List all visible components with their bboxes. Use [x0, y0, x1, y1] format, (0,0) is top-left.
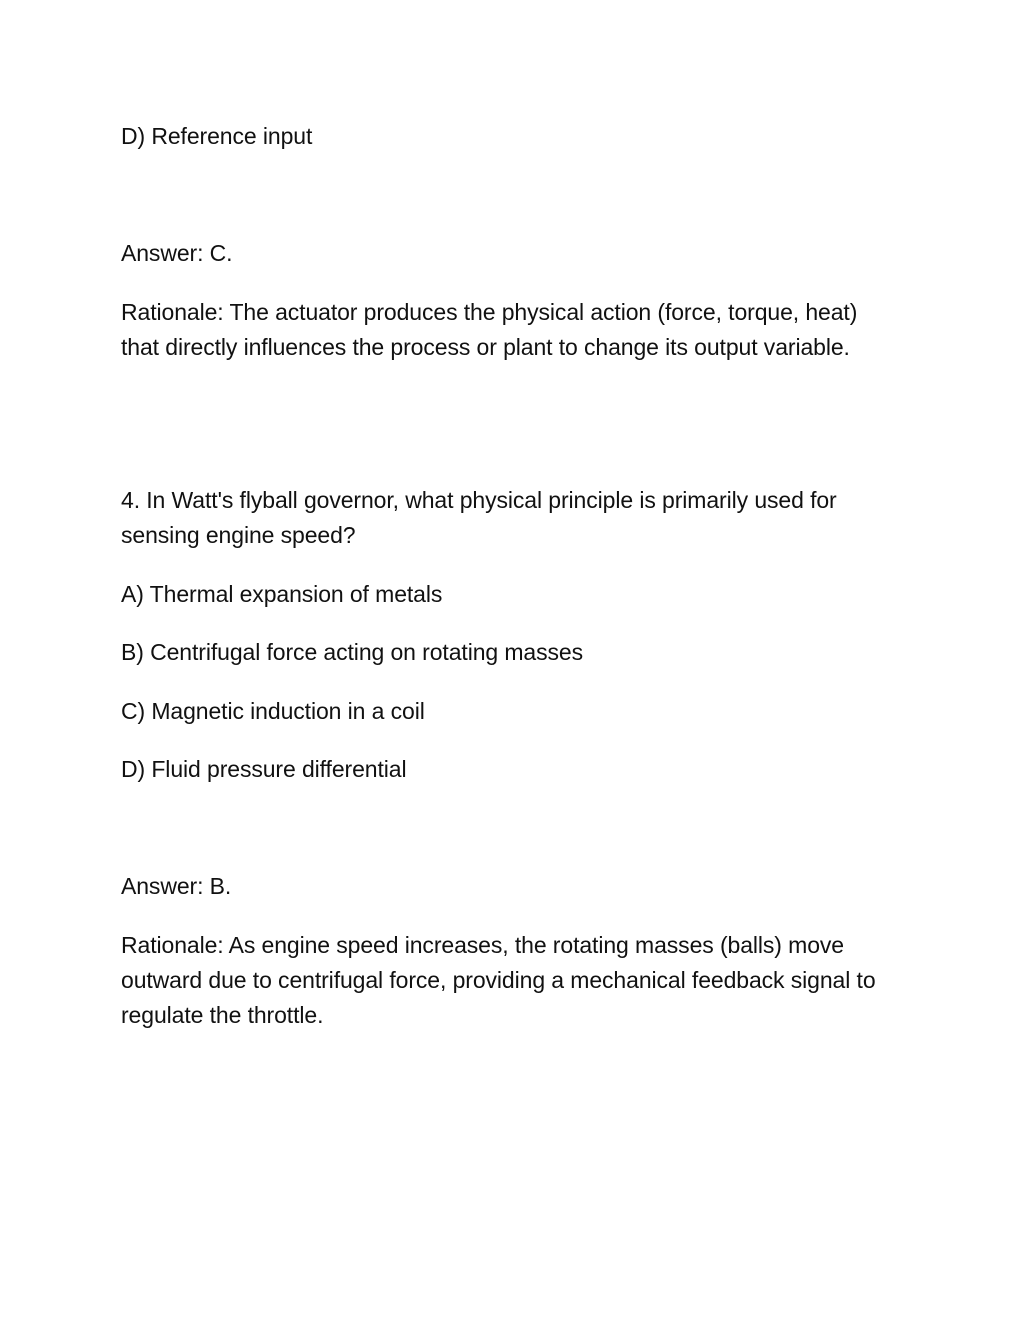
- question-4-stem: 4. In Watt's flyball governor, what physical principle is primarily used for sensing engine speed?: [121, 487, 837, 548]
- question-4-option-d: D) Fluid pressure differential: [121, 756, 407, 782]
- question-4-answer: Answer: B.: [121, 873, 232, 899]
- question-4-option-c: C) Magnetic induction in a coil: [121, 698, 425, 724]
- question-4-rationale: Rationale: As engine speed increases, the rotating masses (balls) move outward due to centrifugal force, providing a mechanical feedback signal to regulate the throttle.: [121, 932, 876, 1028]
- prev-rationale: Rationale: The actuator produces the physical action (force, torque, heat) that directly influences the process or plant to change its output variable.: [121, 299, 858, 360]
- prev-option-d: D) Reference input: [121, 123, 313, 149]
- question-4-option-a: A) Thermal expansion of metals: [121, 581, 443, 607]
- prev-answer: Answer: C.: [121, 240, 233, 266]
- question-4-option-b: B) Centrifugal force acting on rotating masses: [121, 639, 584, 665]
